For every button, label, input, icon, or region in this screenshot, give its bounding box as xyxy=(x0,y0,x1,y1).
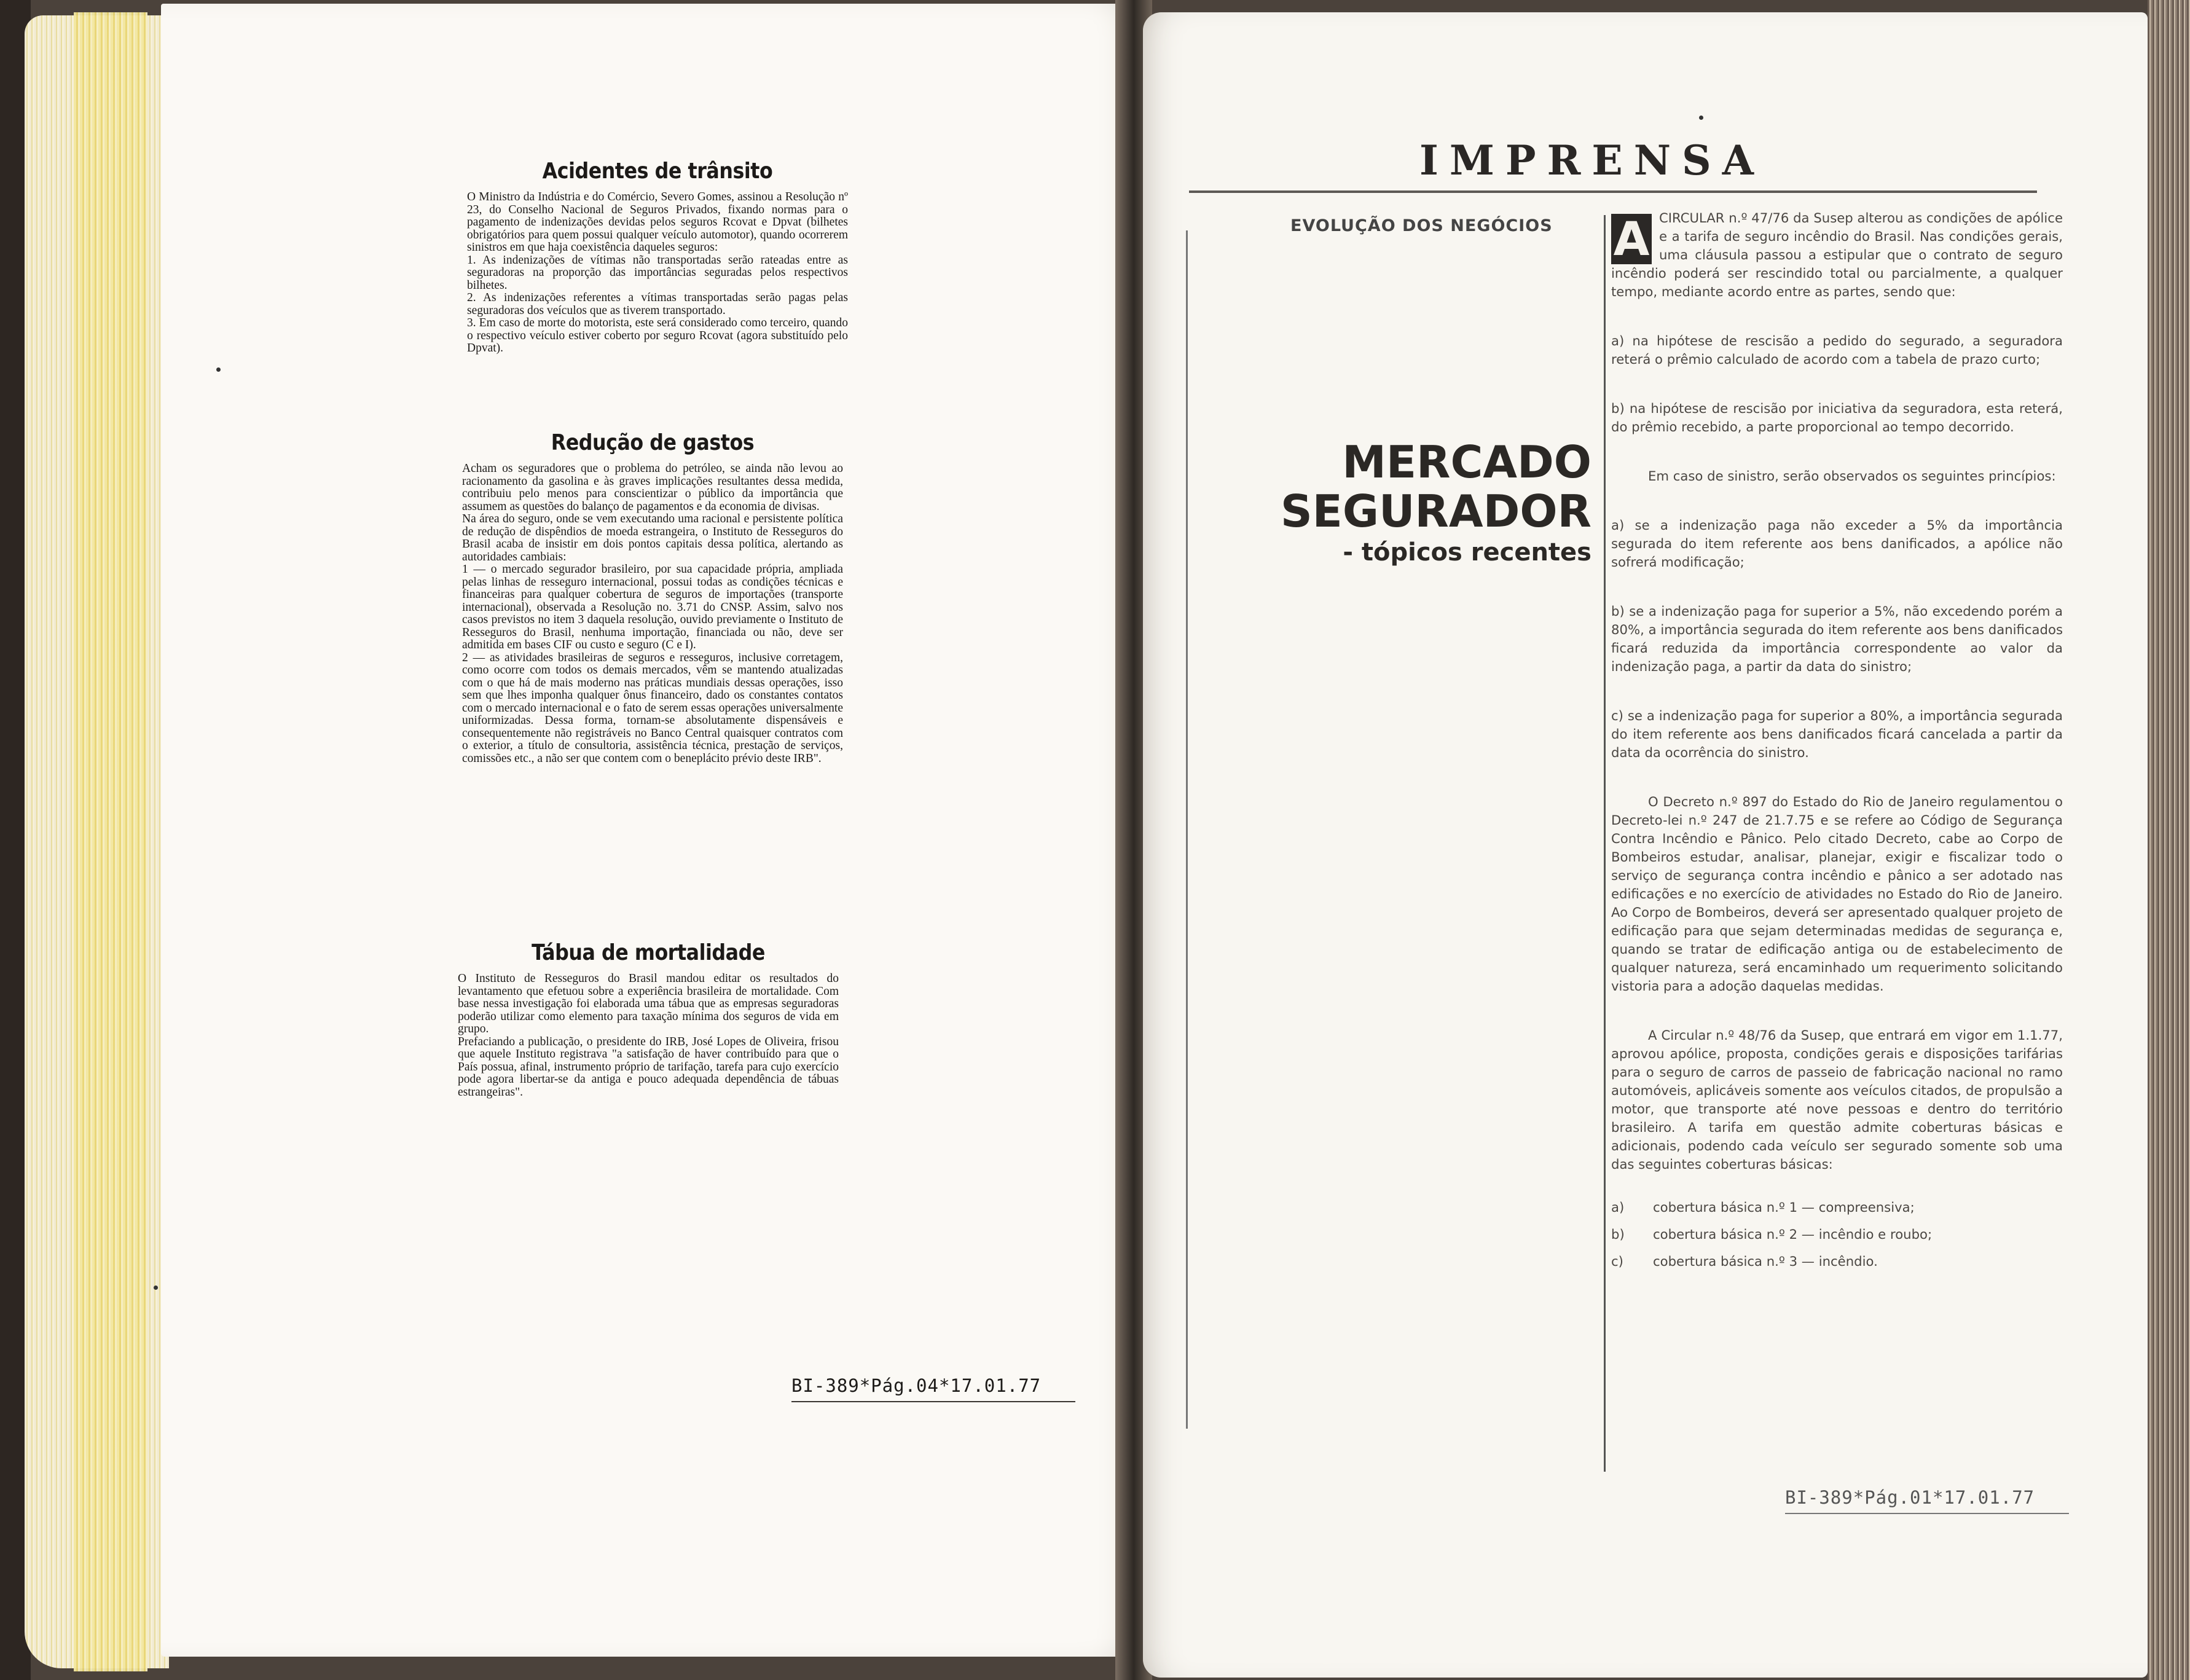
coverage-letter: b) xyxy=(1611,1227,1625,1242)
article-body: O Instituto de Resseguros do Brasil mandou editar os resultados do levantamento que efetuou sobre a experiência brasileira de mortalidade. Com base nessa investigação foi elaborada uma tábua que as empresas seguradoras poderão utilizar como elemento para taxação mínima dos seguros de vida em grupo. Prefaciando a publicação, o presidente do IRB, José Lopes de Oliveira, frisou que aquele Instituto registrava "a satisfação de haver contribuído para que o País possua, afinal, instrumento próprio de tarifação, tarefa para cujo exercício pode agora libertar-se da antiga e pouco adequada dependência de tábuas estrangeiras". xyxy=(458,972,839,1099)
section-header: IMPRENSA xyxy=(1419,136,1765,184)
coverage-text: cobertura básica n.º 3 — incêndio. xyxy=(1653,1254,1878,1269)
article-title-line1: MERCADO xyxy=(1342,436,1591,488)
drop-cap: A xyxy=(1611,214,1652,264)
article-title: Redução de gastos xyxy=(551,430,755,455)
stamp-underline xyxy=(791,1401,1075,1402)
article-subtitle: - tópicos recentes xyxy=(1343,538,1591,567)
header-rule xyxy=(1189,190,2037,193)
article-reducao xyxy=(462,430,843,765)
decreto-paragraph: O Decreto n.º 897 do Estado do Rio de Janeiro regulamentou o Decreto-lei n.º 247 de 21.7.75 e se refere ao Código de Segurança Contra Incêndio e Pânico. Pelo citado Decreto, cabe ao Corpo de Bombeiros estudar, analisar, planejar, exigir e fiscalizar todo o serviço de segurança contra incêndio e pânico a ser adotado nas edificações e no exercício de atividades no Estado do Rio de Janeiro. Ao Corpo de Bombeiros, deverá ser apresentado qualquer projeto de edificação para que sejam determinadas medidas de segurança e, quando se tratar de edificação antiga ou de estabelecimento de qualquer natureza, será encaminhado um requerimento solicitando vistoria para a adoção daquelas medidas. xyxy=(1611,794,2063,994)
article-body: Acham os seguradores que o problema do petróleo, se ainda não levou ao racionamento da gasolina e às graves implicações resultantes dessa medida, contribuiu pelo menos para conscientizar o público da importância que assumem as questões do balanço de pagamentos e da economia de divisas. Na área do seguro, onde se vem executando uma racional e persistente política de redução de dispêndios de moeda estrangeira, o Instituto de Resseguros do Brasil acaba de insistir em dois pontos capitais dessa política, alertando as autoridades cambiais: 1 — o mercado segurador brasileiro, por sua capacidade própria, ampliada pelas linhas de resseguro internacional, possui todas as condições técnicas e financeiras para qualquer cobertura de seguros de importações (transporte internacional), observada a Resolução no. 3.71 do CNSP. Assim, salvo nos casos previstos no item 3 daquela resolução, ouvido previamente o Instituto de Resseguros do Brasil, nenhuma importação, financiada ou não, deve ser admitida em bases CIF ou custo e seguro (C e I). 2 — as atividades brasileiras de seguros e resseguros, inclusive corretagem, como ocorre com todos os demais mercados, vêm se mantendo atualizadas com o que há de mais moderno nas práticas mundiais dessas operações, isso sem que lhes imponha qualquer ônus financeiro, dado os constantes contatos com o mercado internacional e o fato de serem essas operações universalmente uniformizadas. Dessa forma, tornam-se absolutamente dispensáveis e consequentemente não registráveis no Banco Central quaisquer contratos com o exterior, a título de consultoria, assistência técnica, prestação de serviços, comissões etc., a não ser que contem com o beneplácito prévio deste IRB". xyxy=(462,462,843,765)
page-speck xyxy=(1699,116,1703,120)
intro-paragraph: CIRCULAR n.º 47/76 da Susep alterou as condições de apólice e a tarifa de seguro incêndio do Brasil. Nas condições gerais, uma cláusula passou a estipular que o contrato de seguro incêndio poderá ser rescindido total ou parcialmente, a qualquer tempo, mediante acordo entre as partes, sendo que: xyxy=(1611,210,2063,299)
section-label: EVOLUÇÃO DOS NEGÓCIOS xyxy=(1290,216,1553,235)
book-page-edges-yellow xyxy=(74,12,147,1671)
stamp-underline xyxy=(1785,1513,2069,1514)
article-heading xyxy=(1223,438,1591,567)
list-item: a) na hipótese de rescisão a pedido do segurado, a seguradora reterá o prêmio calculado de acordo com a tabela de prazo curto; xyxy=(1611,333,2063,367)
article-title-line2: SEGURADOR xyxy=(1280,485,1591,537)
coverage-item xyxy=(1611,1198,2063,1217)
page-stamp-right: BI-389*Pág.01*17.01.77 xyxy=(1785,1487,2035,1508)
list-item: c) se a indenização paga for superior a 80%, a importância segurada do item referente aos bens danificados ficará cancelada a partir da data da ocorrência do sinistro. xyxy=(1611,708,2063,760)
page-stamp-left: BI-389*Pág.04*17.01.77 xyxy=(791,1375,1042,1396)
article-acidentes xyxy=(467,159,848,355)
page-speck xyxy=(216,367,221,372)
coverage-list xyxy=(1611,1198,2063,1271)
article-body: O Ministro da Indústria e do Comércio, Severo Gomes, assinou a Resolução nº 23, do Conselho Nacional de Seguros Privados, fixando normas para o pagamento de indenizações devidas pelos seguros Rcovat e Dpvat (bilhetes obrigatórios para quem possui qualquer veículo automotor), quando ocorrerem sinistros em que haja coexistência daqueles seguros: 1. As indenizações de vítimas não transportadas serão rateadas entre as seguradoras na proporção das importâncias seguradas pelos respectivos bilhetes. 2. As indenizações referentes a vítimas transportadas serão pagas pelas seguradoras dos veículos que as tiverem transportado. 3. Em caso de morte do motorista, este será considerado como terceiro, quando o respectivo veículo estiver coberto por seguro Rcovat (agora substituído pelo Dpvat). xyxy=(467,190,848,355)
page-speck xyxy=(154,1286,158,1290)
list-item: b) na hipótese de rescisão por iniciativa da seguradora, esta reterá, do prêmio recebido, a parte proporcional ao tempo decorrido. xyxy=(1611,401,2063,434)
article-title: Tábua de mortalidade xyxy=(532,940,765,965)
coverage-text: cobertura básica n.º 2 — incêndio e roubo; xyxy=(1653,1227,1933,1242)
coverage-letter: a) xyxy=(1611,1199,1625,1215)
column-rule xyxy=(1604,215,1606,1472)
sinistro-paragraph: Em caso de sinistro, serão observados os seguintes princípios: xyxy=(1648,468,2056,484)
list-item: b) se a indenização paga for superior a 5%, não excedendo porém a 80%, a importância segurada do item referente aos bens danificados ficará reduzida da importância correspondente ao valor da indenização paga, a partir da data do sinistro; xyxy=(1611,603,2063,674)
circular-paragraph: A Circular n.º 48/76 da Susep, que entrará em vigor em 1.1.77, aprovou apólice, proposta, condições gerais e disposições tarifárias para o seguro de carros de passeio de fabricação nacional no ramo automóveis, aplicáveis somente aos veículos citados, de propulsão a motor, que transporte até nove pessoas e dentro do território brasileiro. A tarifa em questão admite coberturas básicas e adicionais, podendo cada veículo ser segurado somente sob uma das seguintes coberturas básicas: xyxy=(1611,1027,2063,1172)
coverage-item xyxy=(1611,1225,2063,1244)
coverage-letter: c) xyxy=(1611,1254,1623,1269)
coverage-text: cobertura básica n.º 1 — compreensiva; xyxy=(1653,1199,1915,1215)
column-rule-left xyxy=(1186,230,1188,1429)
coverage-item xyxy=(1611,1252,2063,1271)
article-body-column xyxy=(1611,209,2063,1271)
list-item: a) se a indenização paga não exceder a 5% da importância segurada do item referente aos bens danificados, a apólice não sofrerá modificação; xyxy=(1611,517,2063,570)
book-page-edges-right xyxy=(2148,0,2190,1680)
article-tabua xyxy=(458,940,839,1099)
article-title: Acidentes de trânsito xyxy=(542,159,773,184)
